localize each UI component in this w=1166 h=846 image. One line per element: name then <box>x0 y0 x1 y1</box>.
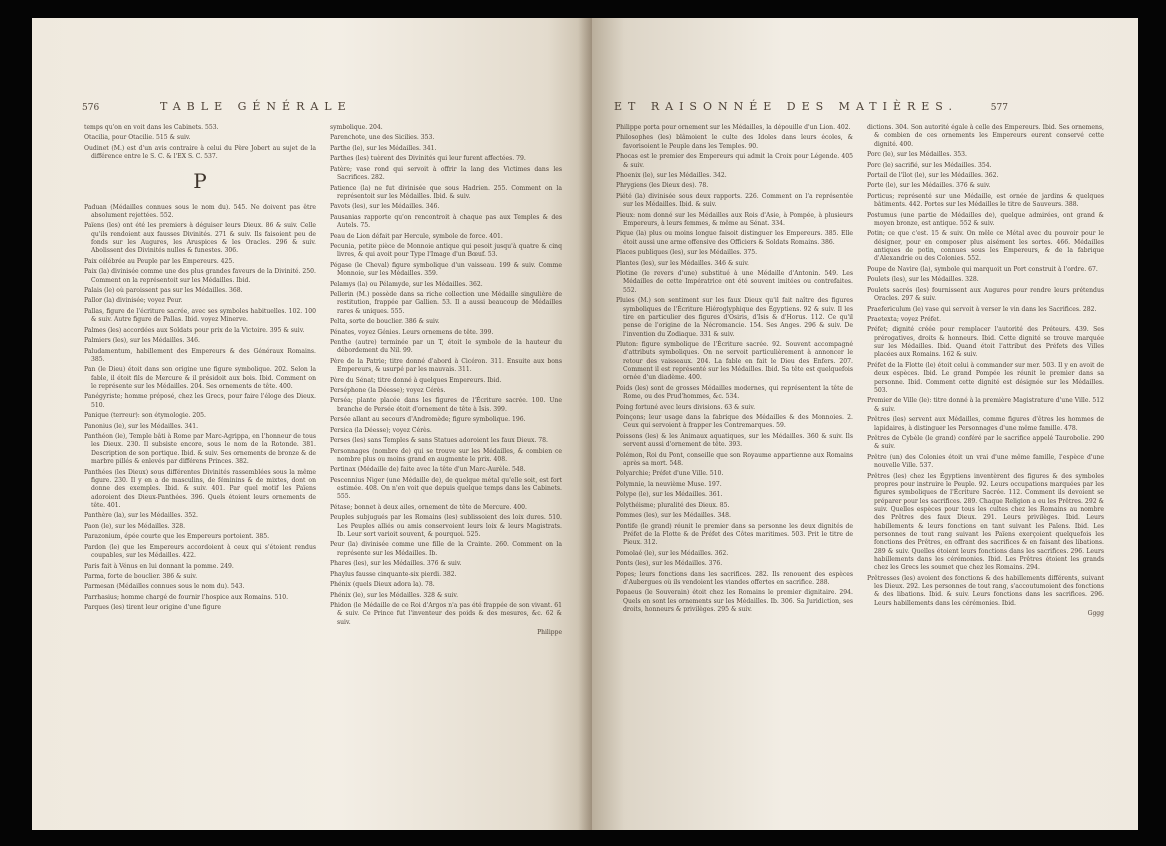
right-running-head <box>614 100 1008 113</box>
left-column-2 <box>330 124 562 637</box>
index-entry: Portail de l'îlot (le), sur les Médailles. 362. <box>867 172 999 179</box>
index-entry: Prêtre (un) des Colonies étoit un vrai d'une même famille, l'espèce d'une nouvelle Ville. 537. <box>867 453 1104 470</box>
index-entry: Parthes (les) tuèrent des Divinités qui leur furent affectées. 79. <box>330 155 526 163</box>
index-entry: Phocas est le premier des Empereurs qui admit la Croix pour Légende. 405 & suiv. <box>616 153 853 169</box>
index-entry: Patience (la) ne fut divinisée que sous Hadrien. 255. Comment on la représentoit sur les Médailles. Ibid. & suiv. <box>330 184 562 200</box>
index-entry: Paon (le), sur les Médailles. 328. <box>84 522 186 530</box>
index-entry: Pausanias rapporte qu'on rencontroit à chaque pas aux Temples & des Autels. 75. <box>330 213 562 230</box>
index-entry: Père de la Patrie; titre donné d'abord à Cicéron. 311. Ensuite aux bons Empereurs, & usurpé par les mauvais. 311. <box>330 357 562 374</box>
index-entry: Polyarchie; Préfet d'une Ville. 510. <box>616 470 724 478</box>
index-entry: Parthe (le), sur les Médailles. 341. <box>330 144 437 152</box>
left-columns <box>84 124 562 637</box>
right-columns <box>616 124 1104 619</box>
index-entry: Philippe porta pour ornement sur les Médailles, la dépouille d'un Lion. 402. <box>616 124 851 131</box>
index-entry: Premier de Ville (le): titre donné à la première Magistrature d'une Ville. 512 & suiv. <box>867 397 1104 413</box>
section-letter: P <box>193 168 207 193</box>
index-entry: Pan (le Dieu) étoit dans son origine une figure symbolique. 202. Selon la fable, il étoit fils de Mercure & il présidoit aux bois. Ibid. Comment on le représente sur les Médailles. 204. Ses ornements de tête. 400. <box>84 366 316 391</box>
left-running-head <box>82 100 352 113</box>
index-entry: Pétase; bonnet à deux ailes, ornement de tête de Mercure. 400. <box>330 503 527 511</box>
left-page <box>32 18 592 830</box>
index-entry: Pelta, sorte de bouclier. 386 & suiv. <box>330 318 440 326</box>
index-entry: Pénates, voyez Génies. Leurs ornemens de tête. 399. <box>330 328 494 336</box>
index-entry: Pardon (le) que les Empereurs accordoient à ceux qui s'étoient rendus coupables, sur les Médailles. 422. <box>84 543 316 560</box>
index-entry: Perses (les) sans Temples & sans Statues adoroient les faux Dieux. 78. <box>330 437 548 445</box>
index-entry: Poinçons; leur usage dans la fabrique des Médailles & des Monnoies. 2. Ceux qui servoient à frapper les Contremarques. 59. <box>616 414 853 430</box>
index-entry: Parma, forte de bouclier. 386 & suiv. <box>84 572 198 580</box>
index-entry: Polymnie, la neuvième Muse. 197. <box>616 480 722 488</box>
index-entry: Pertinax (Médaille de) faite avec la tête d'un Marc-Aurèle. 548. <box>330 466 526 474</box>
index-entry: Oudinet (M.) est d'un avis contraire à celui du Père Jobert au sujet de la différence entre le S. C. & l'EX S. C. 537. <box>84 144 316 161</box>
right-column-2 <box>867 124 1104 619</box>
index-entry: Popes; leurs fonctions dans les sacrifices. 282. Ils renouent des espèces d'Aubergues où ils vendoient les viandes offertes en sacrifice. 288. <box>616 570 853 586</box>
index-entry: Peuples subjugués par les Romains (les) sublissoient des loix dures. 510. Les Peuples alliés ou amis conservoient leurs loix & leurs Magistrats. Ib. Leur sort varioit souvent, & pourquoi. 525. <box>330 514 562 538</box>
index-entry: Palmes (les) accordées aux Soldats pour prix de la Victoire. 395 & suiv. <box>84 326 305 334</box>
index-entry: Panique (terreur): son étymologie. 205. <box>84 412 206 420</box>
index-entry: Persica (la Déesse); voyez Cérès. <box>330 426 432 434</box>
index-entry: Prêtresses (les) avoient des fonctions & des habillements différents, suivant les Dieux. 292. Les personnes de tout rang, s'accoutumoient des fonctions & des libations. Ibid. & suiv. Leurs fonctions dans les sacrifices. 296. Leurs habillements dans les cérémonies. Ibid. <box>867 574 1104 607</box>
index-entry: Porticus; représenté sur une Médaille, est ornée de jardins & quelques bâtiments. 442. Portes sur les Médailles le titre de Sauveurs. 388. <box>867 192 1104 209</box>
index-entry: Poing fortuné avec leurs divisions. 63 & suiv. <box>616 403 756 411</box>
index-entry: Parrhasius; homme chargé de fournir l'hospice aux Romains. 510. <box>84 593 289 601</box>
index-entry: Paduan (Médailles connues sous le nom du). 545. Ne doivent pas être absolument rejettées. 552. <box>84 203 316 219</box>
index-entry: Pomolaé (le), sur les Médailles. 362. <box>616 549 729 557</box>
index-entry: Polythéisme; pluralité des Dieux. 85. <box>616 501 730 509</box>
index-entry: Phares (les), sur les Médailles. 376 & suiv. <box>330 560 462 568</box>
index-entry: Peur (la) divinisée comme une fille de la Crainte. 260. Comment on la représente sur les Médailles. Ib. <box>330 541 562 557</box>
index-entry: Pluies (M.) son sentiment sur les faux Dieux qu'il fait naître des figures symboliques de l'Écriture Hiéroglyphique des Égyptiens. 92 & suiv. Il les tire en particulier des figures d'Osiris, d'Isis & d'Horus. 112. Ce qu'il pense de l'origine de la Nécromancie. 154. Ses Anges. 296 & suiv. De l'invention du Zodiaque. 331 & suiv. <box>616 297 853 338</box>
index-entry: Panthées (les Dieux) sous différentes Divinités rassemblées sous la même figure. 230. Il y en a de masculins, de féminins & de mixtes, dont on donne des exemples. Ibid. & suiv. 401. Par quel motif les Païens adoroient des Dieux-Panthées. 396. Quels étoient leurs ornements de tête. 401. <box>84 468 316 509</box>
index-entry: Pecunia, petite pièce de Monnoie antique qui pesoit jusqu'à quatre & cinq livres, & qui avoit pour Type l'Image d'un Bœuf. 53. <box>330 242 562 259</box>
index-entry: Praetexta; voyez Préfet. <box>867 316 941 323</box>
index-entry: Parenchote, une des Sicilies. 353. <box>330 134 435 142</box>
index-entry: Otacilia, pour Otacilie. 515 & suiv. <box>84 134 191 142</box>
index-entry: Polype (le), sur les Médailles. 361. <box>616 491 723 499</box>
index-entry: Plantes (les), sur les Médailles. 346 & suiv. <box>616 259 749 267</box>
index-entry: Pallor (la) divinisée; voyez Peur. <box>84 297 183 305</box>
index-entry: Phrygiens (les Dieux des). 78. <box>616 182 709 190</box>
index-entry: Plotine (le revers d'une) substitué à une Médaille d'Antonin. 549. Les Médailles de cette Impératrice ont été souvent imitées ou contrefaites. 552. <box>616 270 853 294</box>
index-entry: Praefericulum (le) vase qui servoit à verser le vin dans les Sacrifices. 282. <box>867 305 1097 313</box>
index-entry: Palmiers (les), sur les Médailles. 346. <box>84 337 200 345</box>
right-column-1 <box>616 124 853 619</box>
right-page <box>592 18 1138 830</box>
index-entry: Phénix (quels Dieux adora la). 78. <box>330 581 435 589</box>
index-entry: Paris fait à Vénus en lui donnant la pomme. 249. <box>84 562 234 570</box>
index-entry: Places publiques (les), sur les Médailles. 375. <box>616 249 758 257</box>
index-entry: Porc (le) sacrifié, sur les Médailles. 354. <box>867 161 992 169</box>
index-entry: temps qu'on en voit dans les Cabinets. 553. <box>84 124 219 131</box>
index-entry: Paix (la) divinisée comme une des plus grandes faveurs de la Divinité. 250. Comment on la représentoit sur les Médailles. Ibid. <box>84 268 316 284</box>
index-entry: Porc (le), sur les Médailles. 353. <box>867 151 967 159</box>
index-entry: Penthe (autre) terminée par un T, étoit le symbole de la hauteur du débordement du Nil. 99. <box>330 338 562 355</box>
index-entry: Palais (le) où paroissent pas sur les Médailles. 368. <box>84 287 243 295</box>
catchword: Philippe <box>537 629 562 637</box>
index-entry: Prêtres (les) servent aux Médailles, comme figures d'êtres les hommes de lapidaires, à distinguer les Personnages d'une même famille. 478. <box>867 416 1104 432</box>
index-entry: Païens (les) ont été les premiers à déguiser leurs Dieux. 86 & suiv. Celle qu'ils rendoient aux fausses Divinités. 271 & suiv. Ils faisoient peu de fonds sur les Augures, les Aruspices & les Oracles. 296 & suiv. Abolissent des Divinités nulles & funestes. 306. <box>84 222 316 255</box>
index-entry: Pescennius Niger (une Médaille de), de quelque métal qu'elle soit, est fort estimée. 408. On n'en voit que depuis quelque temps dans les Cabinets. 555. <box>330 476 562 501</box>
index-entry: Paludamentum, habillement des Empereurs & des Généraux Romains. 385. <box>84 347 316 363</box>
index-entry: Pelamys (la) ou Pélamyde, sur les Médailles. 362. <box>330 280 483 288</box>
index-entry: Phénix (le), sur les Médailles. 328 & suiv. <box>330 591 459 599</box>
index-entry: Postumus (une partie de Médailles de), quelque admirées, ont grand & moyen bronze, est antique. 552 & suiv. <box>867 211 1104 227</box>
index-entry: Philosophes (les) blâmoient le culte des Idoles dans leurs écoles, & favorisoient le Peuple dans les Temples. 90. <box>616 134 853 150</box>
index-entry: Panthère (la), sur les Médailles. 352. <box>84 512 198 520</box>
index-entry: Pontife (le grand) réunit le premier dans sa personne les deux dignités de Préfet de la Flotte & de Préfet des Côtes maritimes. 503. Prit le titre de Pieux. 312. <box>616 522 853 547</box>
index-entry: Poids (les) sont de grosses Médailles modernes, qui représentent la tête de Rome, ou des Prud'hommes, &c. 534. <box>616 384 853 401</box>
book-spread <box>32 18 1138 830</box>
right-page-number: 577 <box>990 103 1008 113</box>
index-entry: Persée allant au secours d'Andromède; figure symbolique. 196. <box>330 416 526 424</box>
left-running-title: TABLE GÉNÉRALE <box>160 100 352 113</box>
index-entry: Prêtres de Cybèle (le grand) conféré par le sacrifice appelé Taurobolie. 290 & suiv. <box>867 434 1104 451</box>
index-entry: Panonius (le), sur les Médailles. 341. <box>84 422 199 430</box>
index-entry: Popaeus (le Souverain) étoit chez les Romains le premier dignitaire. 294. Quels en sont les ornements sur les Médailles. Ib. 306. Sa Juridiction, ses droits, honneurs & privilèges. 295 & suiv. <box>616 589 853 614</box>
index-entry: Polémon, Roi du Pont, conseille que son Royaume appartienne aux Romains après sa mort. 548. <box>616 451 853 467</box>
index-entry: Peau de Lion défait par Hercule, symbole de force. 401. <box>330 232 503 240</box>
index-entry: Porte (le), sur les Médailles. 376 & suiv. <box>867 182 991 190</box>
index-entry: Potin; ce que c'est. 15 & suiv. On mêle ce Métal avec du pouvoir pour le désigner, pour en composer plus aisément les sortes. 466. Médailles antiques de potin, connues sous les Empereurs, & de la fabrique d'Alexandrie ou des Colonies. 552. <box>867 230 1104 263</box>
index-entry: Parques (les) tirent leur origine d'une figure <box>84 604 222 612</box>
index-entry: Préfet; dignité créée pour remplacer l'autorité des Préteurs. 439. Ses prérogatives, droits & honneurs. Ibid. Cette dignité se trouve marquée sur les Médailles. Ibid. Quand étoit l'attribut des Préfets des Villes placées aux Romains. 162 & suiv. <box>867 326 1104 359</box>
index-entry: Phaylus fausse cinquante-six pierdi. 382. <box>330 570 457 578</box>
index-entry: symbolique. 204. <box>330 124 383 131</box>
index-entry: Phoenix (le), sur les Médailles. 342. <box>616 172 727 179</box>
index-entry: Poulets sacrés (les) fournissent aux Augures pour rendre leurs prétendus Oracles. 297 & suiv. <box>867 286 1104 303</box>
index-entry: Pique (la) plus ou moins longue faisoit distinguer les Empereurs. 385. Elle étoit aussi une arme offensive des Officiers & Soldats Romains. 386. <box>616 230 853 246</box>
index-entry: Poissons (les) & les Animaux aquatiques, sur les Médailles. 360 & suiv. Ils servent aussi d'ornement de tête. 393. <box>616 432 853 449</box>
index-entry: Pieux: nom donné sur les Médailles aux Rois d'Asie, à Pompée, à plusieurs Empereurs, à leurs femmes, & même au Sénat. 334. <box>616 211 853 227</box>
index-entry: Perséa; plante placée dans les figures de l'Écriture sacrée. 100. Une branche de Persée étoit d'ornement de tête à Isis. 399. <box>330 397 562 413</box>
index-entry: Piété (la) divinisée sous deux rapports. 226. Comment on l'a représentée sur les Médailles. Ibid. & suiv. <box>616 192 853 209</box>
index-entry: Pavots (les), sur les Médailles. 346. <box>330 203 440 211</box>
index-entry: Phidon (le Médaille de ce Roi d'Argos n'a pas été frappée de son vivant. 61 & suiv. Ce Prince fut l'inventeur des poids & des mesures, &c. 62 & suiv. <box>330 601 562 626</box>
index-entry: Parmesan (Médailles connues sous le nom du). 543. <box>84 583 245 591</box>
index-entry: Pellerin (M.) possède dans sa riche collection une Médaille singulière de restitution, frappée par Gallien. 53. Il a aussi beaucoup de Médailles rares & uniques. 555. <box>330 290 562 315</box>
left-column-1 <box>84 124 316 637</box>
index-entry: Panégyriste; homme préposé, chez les Grecs, pour faire l'éloge des Dieux. 510. <box>84 393 316 409</box>
index-entry: Patère; vase rond qui servoit à offrir la lang des Victimes dans les Sacrifices. 282. <box>330 165 562 182</box>
index-entry: Pallas, figure de l'écriture sacrée, avec ses symboles habituelles. 102. 100 & suiv. Autre figure de Pallas. Ibid. voyez Minerve. <box>84 307 316 324</box>
index-entry: Pluton: figure symbolique de l'Écriture sacrée. 92. Souvent accompagné d'attributs symboliques. On ne servoit particulièrement à annoncer le retour des vaisseaux. 204. La fable en fait le Dieu des Enfers. 207. Comment il est représenté sur les Médailles. Ibid. Sa tête est quelquefois ornée d'un diadème. 400. <box>616 341 853 382</box>
index-entry: Perséphone (la Déesse); voyez Cérès. <box>330 386 446 394</box>
index-entry: Préfet de la Flotte (le) étoit celui à commander sur mer. 503. Il y en avoit de deux espèces. Ibid. Le grand Pompée les réunit le premier dans sa personne. Ibid. Comment cette dignité est désignée sur les Médailles. 503. <box>867 361 1104 394</box>
index-entry: Poulets (les), sur les Médailles. 328. <box>867 276 979 284</box>
index-entry: Prêtres (les) chez les Égyptiens inventèrent des figures & des symboles propres pour instruire le Peuple. 92. Leurs occupations marquées par les figures symboliques de l'Écriture Sacrée. 112. Comment ils devoient se préparer pour les sacrifices. 289. Chaque Religion a eu les Prêtres. 292 & suiv. Quelles espèces pour tous les cultes chez les Romains au nombre des Prêtres des faux Dieux. 291. Leurs privilèges. Ibid. Leurs habillements & leurs fonctions en tant suivant les Païens. Ibid. Les personnes de tout rang suivant les Païens exerçoient quelquefois les fonctions des Prêtres, en offrant des sacrifices & en faisant des libations. 289 & suiv. Quelles étoient leurs fonctions dans les sacrifices. 296. Leurs habillements dans les cérémonies. Ibid. Les Prêtres étoient les grands chez les Grecs les soumet que chez les Romains. 294. <box>867 472 1104 572</box>
index-entry: Paix célébrée au Peuple par les Empereurs. 425. <box>84 257 235 265</box>
index-entry: Père du Sénat; titre donné à quelques Empereurs. Ibid. <box>330 376 502 384</box>
index-entry: Panthéon (le), Temple bâti à Rome par Marc-Agrippa, en l'honneur de tous les Dieux. 230. Il subsiste encore, sous le nom de la Rotonde. 381. Description de son portique. Ibid. & suiv. Ses ornements de bronze & de marbre pillés & enlevés par différens Princes. 382. <box>84 433 316 466</box>
index-entry: Pégase (le Cheval) figure symbolique d'un vaisseau. 199 & suiv. Comme Monnoie, sur les Médailles. 359. <box>330 261 562 278</box>
left-page-number: 576 <box>82 103 100 113</box>
index-entry: Ponts (les), sur les Médailles. 376. <box>616 560 723 568</box>
index-entry: Pommes (les), sur les Médailles. 348. <box>616 512 731 520</box>
index-entry: Poupe de Navire (la), symbole qui marquoit un Port construit à l'ordre. 67. <box>867 265 1098 273</box>
index-entry: Parazonium, épée courte que les Empereurs portoient. 385. <box>84 533 270 541</box>
right-running-title: ET RAISONNÉE DES MATIÈRES. <box>614 100 958 113</box>
index-entry: Personnages (nombre de) qui se trouve sur les Médailles, & combien ce nombre plus ou moins grand en augmente le prix. 408. <box>330 447 562 463</box>
signature-mark: Gggg <box>1087 610 1104 618</box>
index-entry: dictions. 304. Son autorité égale à celle des Empereurs. Ibid. Ses ornemens, & combien de ces ornements les Empereurs eurent conservé cette dignité. 400. <box>867 124 1104 148</box>
